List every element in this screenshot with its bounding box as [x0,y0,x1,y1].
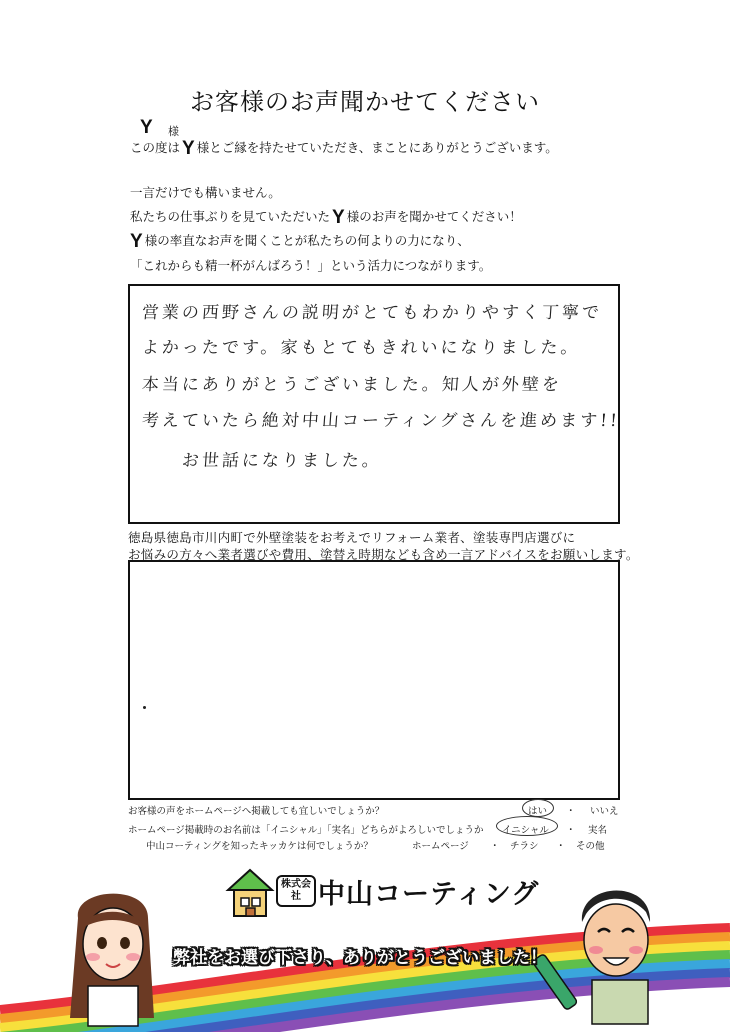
survey-q3: 中山コーティングを知ったキッカケは何でしょうか？ [146,841,373,852]
ink-dot [143,706,146,709]
honorific: 様 [168,125,179,138]
intro-line-5: 「これからも精一杯がんばろう！」という活力につながります。 [130,258,492,273]
comment-line: お世話になりました。 [181,451,383,471]
thanks-message: 弊社をお選び下さり、ありがとうございました！ [173,948,547,968]
intro-text: 私たちの仕事ぶりを見ていただいた [130,209,331,224]
survey-q1-no: いいえ [590,806,619,817]
customer-initial: Y [182,138,195,159]
advice-box [128,560,620,800]
intro-text: この度は [130,140,181,155]
intro-line-3 [130,207,522,229]
survey-q3-flyer: チラシ [510,841,539,852]
survey-q3-homepage: ホームページ [412,841,469,852]
comment-line: 営業の西野さんの説明がとてもわかりやすく丁寧で [141,303,603,323]
intro-text: 様のお声を聞かせてください！ [346,209,522,224]
page-title: お客様のお声聞かせてください [190,88,540,116]
selection-circle [496,816,558,836]
intro-line-4 [130,231,470,253]
advice-prompt-2: お悩みの方々へ業者選びや費用、塗替え時期なども含め一言アドバイスをお願いします。 [128,547,639,562]
customer-initial: Y [130,231,143,252]
survey-separator: ・ [490,841,500,852]
survey-q2: ホームページ掲載時のお名前は「イニシャル」「実名」どちらがよろしいでしょうか [128,825,484,836]
intro-text: 様とご縁を持たせていただき、まことにありがとうございます。 [196,140,558,155]
comment-line: 本当にありがとうございました。知人が外壁を [141,375,563,395]
survey-separator: ・ [566,806,576,817]
customer-initial: Y [332,207,345,228]
customer-initial: Y [140,117,153,138]
comment-line: よかったです。家もとてもきれいになりました。 [141,338,582,358]
intro-line-2: 一言だけでも構いません。 [130,185,281,200]
advice-prompt-1: 徳島県徳島市川内町で外壁塗装をお考えでリフォーム業者、塗装専門店選びに [128,530,576,545]
company-logo-text: 中山コーティング [318,879,540,909]
staff-woman-icon [70,894,154,1026]
survey-q1: お客様の声をホームページへ掲載しても宜しいでしょうか？ [128,806,385,817]
intro-line-1 [130,138,558,160]
survey-q2-initial: イニシャル [502,825,549,836]
comment-line: 考えていたら絶対中山コーティングさんを進めます!! [141,411,621,431]
survey-separator: ・ [566,825,576,836]
house-mascot-icon [228,870,272,916]
selection-circle [522,799,554,817]
survey-q2-realname: 実名 [588,825,608,836]
survey-q3-other: その他 [576,841,605,852]
survey-separator: ・ [556,841,566,852]
intro-text: 様の率直なお声を聞くことが私たちの何よりの力になり、 [144,233,470,248]
company-type-badge: 株式会社 [276,875,316,907]
survey-q1-yes: はい [528,806,548,817]
